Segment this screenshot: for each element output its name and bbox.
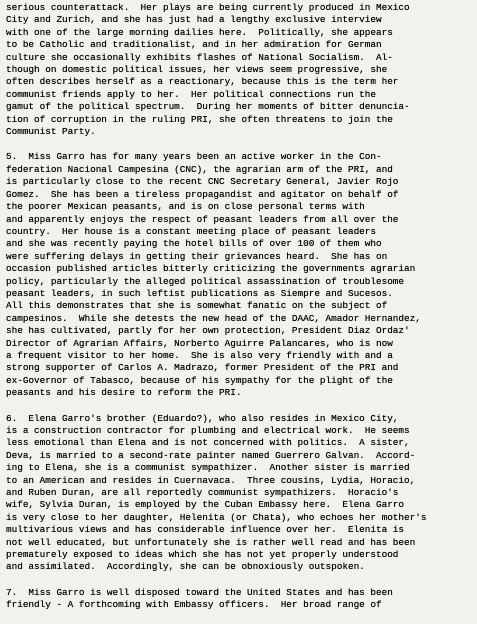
text-line: were suffering delays in getting their grievances heard. She has on	[6, 250, 388, 262]
text-line: City and Zurich, and she has just had a lengthy exclusive interview	[6, 14, 382, 26]
text-line: 6. Elena Garro's brother (Eduardo?), who also resides in Mexico City,	[6, 412, 399, 424]
text-line: is particularly close to the recent CNC Secretary General, Javier Rojo	[6, 176, 399, 188]
text-line: the poorer Mexican peasants, and is on close personal terms with	[6, 201, 365, 213]
paragraph-6	[6, 413, 467, 574]
text-line: ex-Governor of Tabasco, because of his sympathy for the plight of the	[6, 374, 393, 386]
text-line: culture she occasionally exhibits flashes of National Socialism. Al-	[6, 51, 393, 63]
text-line: Communist Party.	[6, 126, 96, 138]
text-line: a frequent visitor to her home. She is also very friendly with and a	[6, 349, 393, 361]
text-line: ing to Elena, she is a communist sympathizer. Another sister is married	[6, 462, 410, 474]
paragraph-7	[6, 587, 467, 612]
text-line: gamut of the political spectrum. During her moments of bitter denuncia-	[6, 101, 410, 113]
text-line: All this demonstrates that she is somewhat fanatic on the subject of	[6, 300, 388, 312]
text-line: Director of Agrarian Affairs, Norberto Aguirre Palancares, who is now	[6, 337, 393, 349]
text-line: occasion published articles bitterly criticizing the governments agrarian	[6, 263, 416, 275]
text-line: not well educated, but unfortunately she is rather well read and has been	[6, 536, 416, 548]
text-line: wife, Sylvia Duran, is employed by the Cuban Embassy here. Elena Garro	[6, 499, 405, 511]
text-line: tion of corruption in the ruling PRI, she often threatens to join the	[6, 113, 393, 125]
text-line: peasants and his desire to reform the PRI.	[6, 387, 242, 399]
text-line: 5. Miss Garro has for many years been an active worker in the Con-	[6, 151, 382, 163]
text-line: serious counterattack. Her plays are being currently produced in Mexico	[6, 2, 410, 13]
text-line: policy, particularly the alleged political assassination of troublesome	[6, 275, 405, 287]
paragraph-gap	[6, 400, 467, 413]
text-line: strong supporter of Carlos A. Madrazo, former President of the PRI and	[6, 362, 399, 374]
text-line: to be Catholic and traditionalist, and in her admiration for German	[6, 39, 382, 51]
text-line: campesinos. While she detests the new head of the DAAC, Amador Hernandez,	[6, 312, 421, 324]
text-line: is very close to her daughter, Helenita (or Chata), who echoes her mother's	[6, 511, 427, 523]
text-line: 7. Miss Garro is well disposed toward the United States and has been	[6, 586, 393, 598]
text-line: friendly - A forthcoming with Embassy officers. Her broad range of	[6, 599, 382, 611]
text-line: though on domestic political issues, her views seem progressive, she	[6, 64, 388, 76]
text-line: and assimilated. Accordingly, she can be obnoxiously outspoken.	[6, 561, 365, 573]
text-line: peasant leaders, in such leftist publications as Siempre and Sucesos.	[6, 287, 393, 299]
paragraph-5	[6, 151, 467, 399]
text-line: often describes herself as a reactionary, because this is the term her	[6, 76, 399, 88]
text-line: communist friends apply to her. Her political connections run the	[6, 88, 376, 100]
text-line: with one of the large morning dailies here. Politically, she appears	[6, 26, 393, 38]
paragraph-cont	[6, 2, 467, 138]
text-line: and she was recently paying the hotel bills of over 100 of them who	[6, 238, 382, 250]
text-line: multivarious views and has considerable influence over her. Elenita is	[6, 524, 405, 536]
text-line: Gomez. She has been a tireless propagandist and agitator on behalf of	[6, 188, 399, 200]
text-line: Deva, is married to a second-rate painter named Guerrero Galvan. Accord-	[6, 449, 416, 461]
text-line: country. Her house is a constant meeting place of peasant leaders	[6, 225, 376, 237]
document-body	[6, 2, 467, 612]
text-line: prematurely exposed to ideas which she has not yet properly understood	[6, 549, 399, 561]
paragraph-gap	[6, 138, 467, 151]
text-line: and Ruben Duran, are all reportedly communist sympathizers. Horacio's	[6, 487, 399, 499]
paragraph-gap	[6, 574, 467, 587]
text-line: less emotional than Elena and is not concerned with politics. A sister,	[6, 437, 410, 449]
text-line: is a construction contractor for plumbing and electrical work. He seems	[6, 425, 410, 436]
text-line: she has cultivated, partly for her own protection, President Diaz Ordaz'	[6, 325, 410, 337]
text-line: federation Nacional Campesina (CNC), the agrarian arm of the PRI, and	[6, 163, 393, 175]
text-line: and apparently enjoys the respect of peasant leaders from all over the	[6, 213, 399, 225]
text-line: to an American and resides in Cuernavaca. Three cousins, Lydia, Horacio,	[6, 474, 416, 486]
